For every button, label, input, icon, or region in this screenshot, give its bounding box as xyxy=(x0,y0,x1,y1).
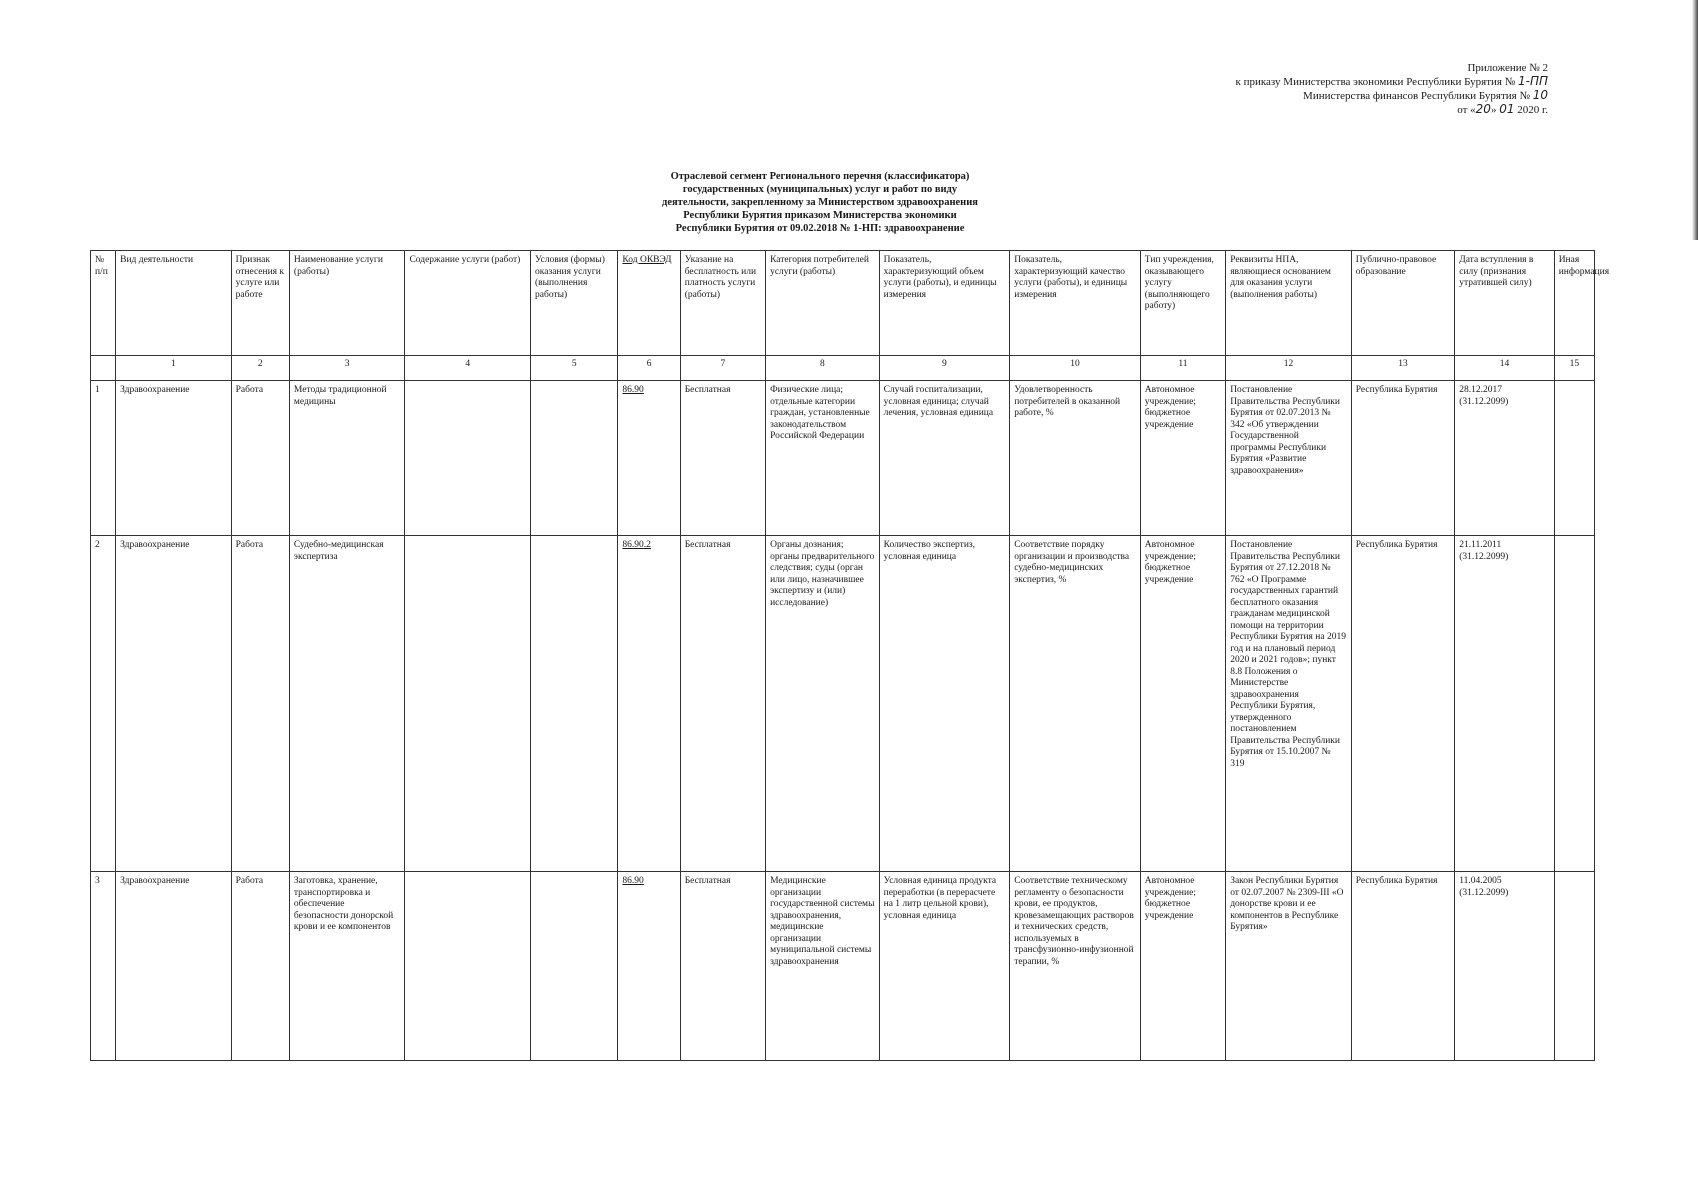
column-number: 3 xyxy=(289,356,405,381)
title-line: Республики Бурятия приказом Министерства экономики xyxy=(683,210,957,221)
header-cell: Иная информация xyxy=(1554,251,1594,356)
date-cell: 21.11.2011 (31.12.2099) xyxy=(1455,536,1554,872)
activity-cell: Здравоохранение xyxy=(116,872,232,1061)
column-number: 5 xyxy=(531,356,618,381)
service-name-cell: Судебно-медицинская экспертиза xyxy=(289,536,405,872)
header-cell: Публично-правовое образование xyxy=(1351,251,1454,356)
service-name-cell: Методы традиционной медицины xyxy=(289,381,405,536)
column-number: 6 xyxy=(618,356,680,381)
row-number: 1 xyxy=(91,381,116,536)
header-cell: Условия (формы) оказания услуги (выполнения работы) xyxy=(531,251,618,356)
column-number: 11 xyxy=(1140,356,1225,381)
column-number: 8 xyxy=(766,356,880,381)
column-number: 15 xyxy=(1554,356,1594,381)
handwritten-day: 20 xyxy=(1475,102,1491,116)
header-cell: Показатель, характеризующий качество услуги (работы), и единицы измерения xyxy=(1010,251,1141,356)
date-year: 2020 г. xyxy=(1517,104,1548,116)
appendix-ministry-text: Министерства финансов Республики Бурятия № xyxy=(1303,90,1530,102)
column-number: 13 xyxy=(1351,356,1454,381)
column-number: 9 xyxy=(879,356,1010,381)
handwritten-order-number: 1-ПП xyxy=(1517,74,1548,88)
institution-type-cell: Автономное учреждение; бюджетное учреждение xyxy=(1140,872,1225,1061)
okved-cell: 86.90.2 xyxy=(618,536,680,872)
table-row xyxy=(91,536,1595,872)
okved-cell: 86.90 xyxy=(618,381,680,536)
volume-indicator-cell: Условная единица продукта переработки (в перерасчете на 1 литр цельной крови), условная единица xyxy=(879,872,1010,1061)
appendix-line-4 xyxy=(1236,103,1549,117)
column-number: 10 xyxy=(1010,356,1141,381)
handwritten-month: 01 xyxy=(1499,102,1515,116)
title-line: государственных (муниципальных) услуг и работ по виду xyxy=(682,184,958,195)
npa-cell: Постановление Правительства Республики Бурятия от 02.07.2013 № 342 «Об утверждении Государственной программы Республики Бурятия «Развитие здравоохранения» xyxy=(1226,381,1352,536)
entity-cell: Республика Бурятия xyxy=(1351,872,1454,1061)
column-number: 14 xyxy=(1455,356,1554,381)
table-row xyxy=(91,872,1595,1061)
column-number: 2 xyxy=(231,356,289,381)
sign-cell: Работа xyxy=(231,381,289,536)
column-number xyxy=(91,356,116,381)
payment-cell: Бесплатная xyxy=(680,381,765,536)
date-mid: » xyxy=(1490,104,1497,116)
column-number: 4 xyxy=(405,356,531,381)
header-cell: Указание на бесплатность или платность услуги (работы) xyxy=(680,251,765,356)
sign-cell: Работа xyxy=(231,536,289,872)
appendix-header xyxy=(1236,62,1549,117)
appendix-line-1: Приложение № 2 xyxy=(1467,62,1548,74)
header-cell: Содержание услуги (работ) xyxy=(405,251,531,356)
appendix-line-2 xyxy=(1236,75,1549,89)
npa-cell: Закон Республики Бурятия от 02.07.2007 № 2309-III «О донорстве крови и ее компонентов в Республике Бурятия» xyxy=(1226,872,1352,1061)
title-line: Республики Бурятия от 09.02.2018 № 1-НП: здравоохранение xyxy=(675,223,965,234)
handwritten-ministry-number: 10 xyxy=(1532,88,1548,102)
date-prefix: от « xyxy=(1457,104,1476,116)
other-info-cell xyxy=(1554,536,1594,872)
entity-cell: Республика Бурятия xyxy=(1351,381,1454,536)
content-cell xyxy=(405,381,531,536)
entity-cell: Республика Бурятия xyxy=(1351,536,1454,872)
service-name-cell: Заготовка, хранение, транспортировка и обеспечение безопасности донорской крови и ее компонентов xyxy=(289,872,405,1061)
payment-cell: Бесплатная xyxy=(680,872,765,1061)
npa-cell: Постановление Правительства Республики Бурятия от 27.12.2018 № 762 «О Программе государственных гарантий бесплатного оказания гражданам медицинской помощи на территории Республики Бурятия на 2019 год и на плановый период 2020 и 2021 годов»; пункт 8.8 Положения о Министерстве здравоохранения Республики Бурятия, утвержденного постановлением Правительства Республики Бурятия от 15.10.2007 № 319 xyxy=(1226,536,1352,872)
header-cell: Вид деятельности xyxy=(116,251,232,356)
volume-indicator-cell: Количество экспертиз, условная единица xyxy=(879,536,1010,872)
content-cell xyxy=(405,536,531,872)
conditions-cell xyxy=(531,536,618,872)
appendix-line-3 xyxy=(1236,89,1549,103)
column-number: 1 xyxy=(116,356,232,381)
payment-cell: Бесплатная xyxy=(680,536,765,872)
sign-cell: Работа xyxy=(231,872,289,1061)
content-cell xyxy=(405,872,531,1061)
header-cell: Показатель, характеризующий объем услуги (работы), и единицы измерения xyxy=(879,251,1010,356)
header-cell: № п/п xyxy=(91,251,116,356)
scan-edge-shadow xyxy=(1692,0,1698,240)
column-number-row xyxy=(91,356,1595,381)
appendix-order-text: к приказу Министерства экономики Республики Бурятия № xyxy=(1235,76,1516,88)
other-info-cell xyxy=(1554,872,1594,1061)
column-number: 7 xyxy=(680,356,765,381)
column-number: 12 xyxy=(1226,356,1352,381)
consumers-cell: Физические лица; отдельные категории граждан, установленные законодательством Российской Федерации xyxy=(766,381,880,536)
header-cell: Реквизиты НПА, являющиеся основанием для оказания услуги (выполнения работы) xyxy=(1226,251,1352,356)
other-info-cell xyxy=(1554,381,1594,536)
activity-cell: Здравоохранение xyxy=(116,381,232,536)
institution-type-cell: Автономное учреждение; бюджетное учреждение xyxy=(1140,381,1225,536)
header-row xyxy=(91,251,1595,356)
conditions-cell xyxy=(531,381,618,536)
header-cell: Наименование услуги (работы) xyxy=(289,251,405,356)
consumers-cell: Медицинские организации государственной системы здравоохранения, медицинские организации муниципальной системы здравоохранения xyxy=(766,872,880,1061)
quality-indicator-cell: Соответствие техническому регламенту о безопасности крови, ее продуктов, кровезамещающих растворов и технических средств, используемых в трансфузионно-инфузионной терапии, % xyxy=(1010,872,1141,1061)
volume-indicator-cell: Случай госпитализации, условная единица; случай лечения, условная единица xyxy=(879,381,1010,536)
okved-cell: 86.90 xyxy=(618,872,680,1061)
consumers-cell: Органы дознания; органы предварительного следствия; суды (орган или лицо, назначившее экспертизу и (или) исследование) xyxy=(766,536,880,872)
conditions-cell xyxy=(531,872,618,1061)
row-number: 3 xyxy=(91,872,116,1061)
header-cell: Код ОКВЭД xyxy=(618,251,680,356)
institution-type-cell: Автономное учреждение; бюджетное учреждение xyxy=(1140,536,1225,872)
title-line: Отраслевой сегмент Регионального перечня (классификатора) xyxy=(670,171,970,182)
date-cell: 28.12.2017 (31.12.2099) xyxy=(1455,381,1554,536)
header-cell: Дата вступления в силу (признания утратившей силу) xyxy=(1455,251,1554,356)
title-line: деятельности, закрепленному за Министерством здравоохранения xyxy=(662,197,978,208)
row-number: 2 xyxy=(91,536,116,872)
table-row xyxy=(91,381,1595,536)
services-table xyxy=(90,250,1610,1061)
header-cell: Тип учреждения, оказывающего услугу (выполняющего работу) xyxy=(1140,251,1225,356)
date-cell: 11.04.2005 (31.12.2099) xyxy=(1455,872,1554,1061)
quality-indicator-cell: Удовлетворенность потребителей в оказанной работе, % xyxy=(1010,381,1141,536)
quality-indicator-cell: Соответствие порядку организации и производства судебно-медицинских экспертиз, % xyxy=(1010,536,1141,872)
header-cell: Признак отнесения к услуге или работе xyxy=(231,251,289,356)
activity-cell: Здравоохранение xyxy=(116,536,232,872)
header-cell: Категория потребителей услуги (работы) xyxy=(766,251,880,356)
document-title xyxy=(560,170,1080,235)
